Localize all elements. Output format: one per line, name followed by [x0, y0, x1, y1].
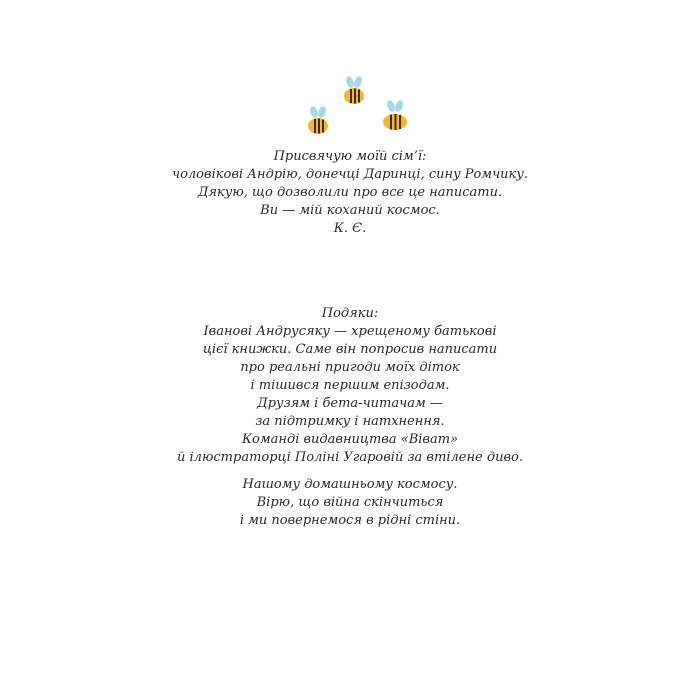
dedication-block [100, 148, 600, 238]
bee-icon [380, 98, 410, 132]
bee-icon [305, 104, 331, 136]
acknowledgements-block [100, 305, 600, 467]
home-wish-line: Нашому домашньому космосу. [242, 477, 458, 492]
home-wish-block [100, 476, 600, 530]
dedication-line: Ви — мій коханий космос. [260, 203, 440, 218]
dedication-line: Дякую, що дозволили про все це написати. [197, 185, 503, 200]
acknowledgements-line: й ілюстраторці Поліні Угаровій за втілене диво. [177, 450, 523, 465]
home-wish-line: і ми повернемося в рідні стіни. [239, 513, 461, 528]
dedication-line: Присвячую моїй сім’ї: [273, 149, 427, 164]
acknowledgements-line: Іванові Андрусяку — хрещеному батькові [203, 324, 497, 339]
acknowledgements-line: про реальні пригоди моїх діток [240, 360, 460, 375]
bee-icon [341, 74, 367, 106]
dedication-signature: К. Є. [333, 221, 367, 236]
acknowledgements-line: і тішився першим епізодам. [250, 378, 450, 393]
acknowledgements-line: Команді видавництва «Віват» [241, 432, 459, 447]
acknowledgements-line: за підтримку і натхнення. [255, 414, 445, 429]
home-wish-line: Вірю, що війна скінчиться [256, 495, 444, 510]
acknowledgements-heading: Подяки: [321, 306, 379, 321]
acknowledgements-line: Друзям і бета-читачам — [257, 396, 443, 411]
dedication-line: чоловікові Андрію, донечці Даринці, сину Ромчику. [171, 167, 528, 182]
acknowledgements-line: цієї книжки. Саме він попросив написати [202, 342, 498, 357]
bees-illustration [0, 0, 700, 150]
